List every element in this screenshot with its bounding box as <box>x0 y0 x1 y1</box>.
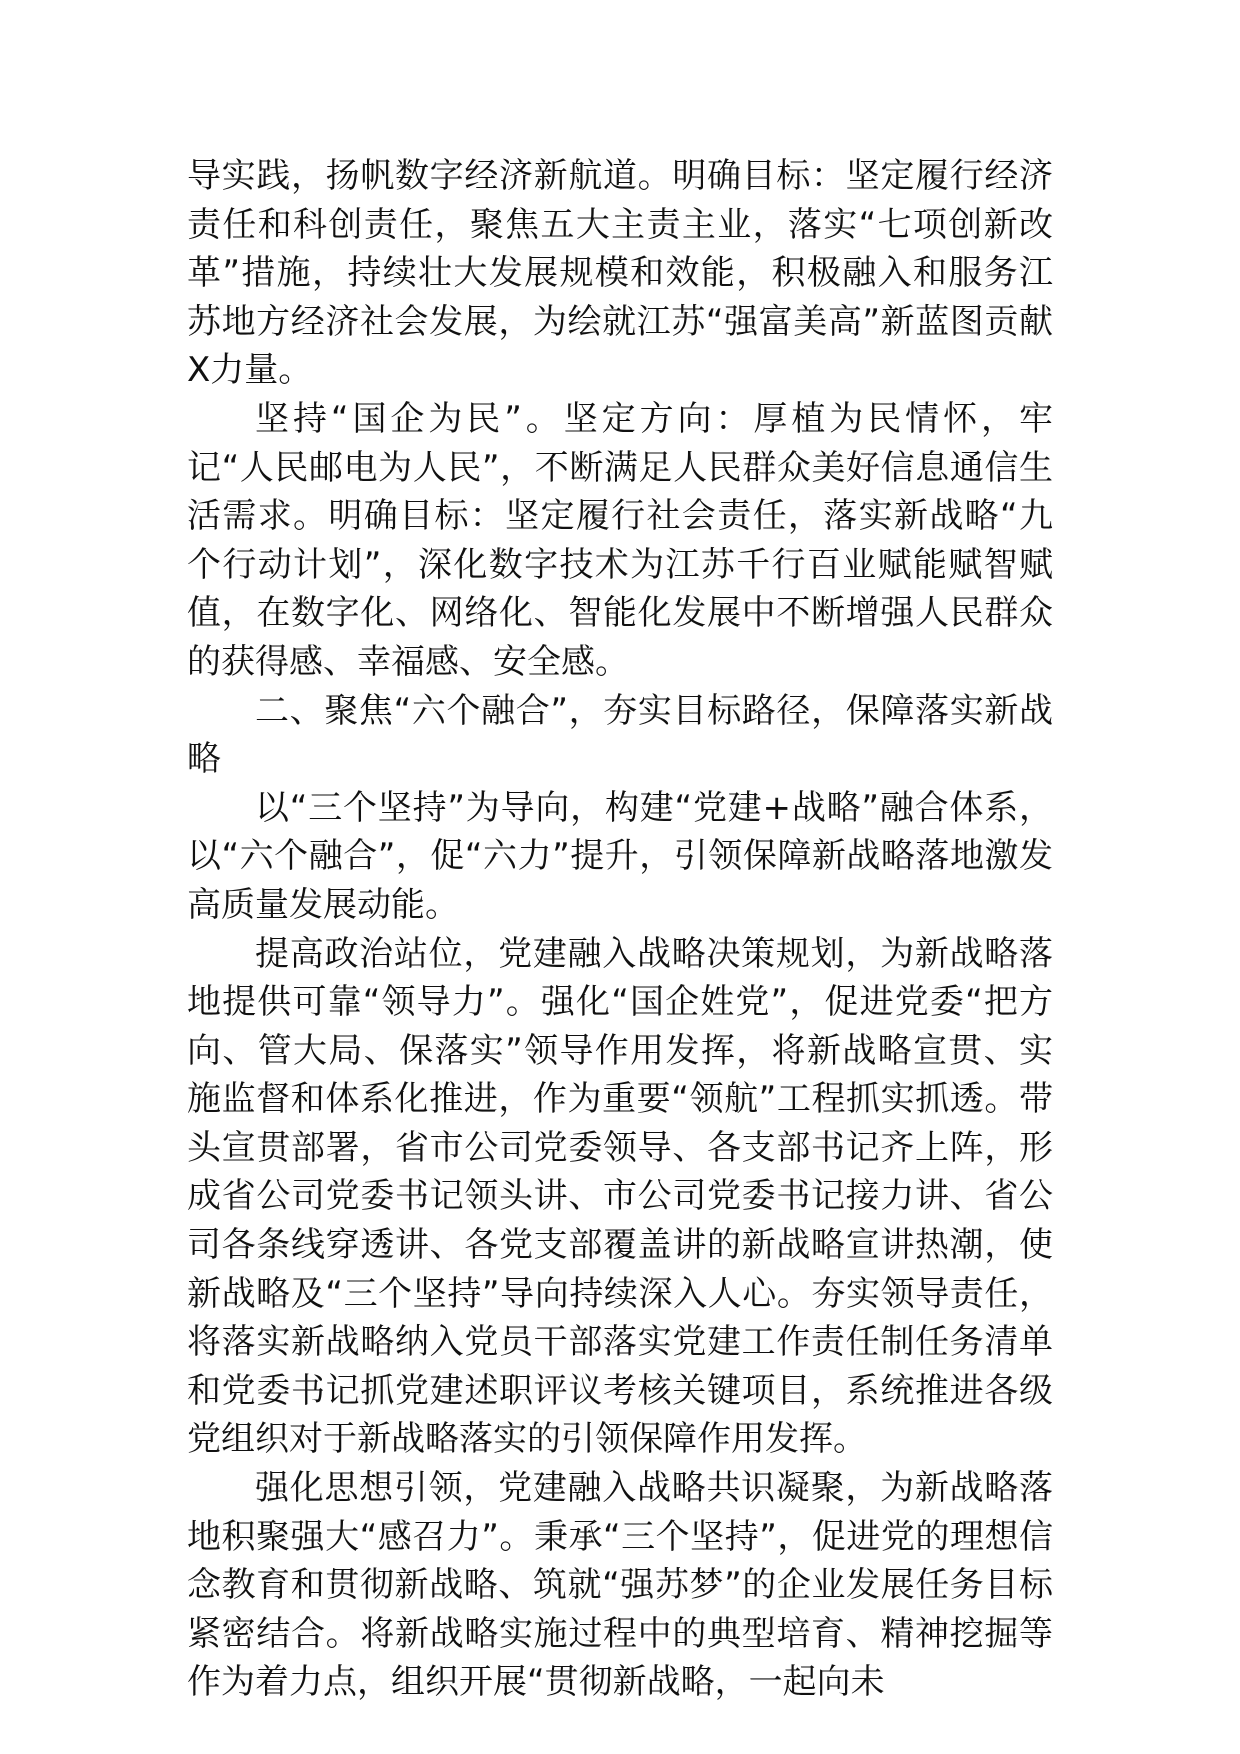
section-heading: 二、聚焦“六个融合”，夯实目标路径，保障落实新战略 <box>187 690 1053 780</box>
paragraph-4: 提高政治站位，党建融入战略决策规划，为新战略落地提供可靠“领导力”。强化“国企姓党”，促进党委“把方向、管大局、保落实”领导作用发挥，将新战略宣贯、实施监督和体系化推进，作为重要“领航”工程抓实抓透。带头宣贯部署，省市公司党委领导、各支部书记齐上阵，形成省公司党委书记领头讲、市公司党委书记接力讲、省公司各条线穿透讲、各党支部覆盖讲的新战略宣讲热潮，使新战略及“三个坚持”导向持续深入人心。夯实领导责任，将落实新战略纳入党员干部落实党建工作责任制任务清单和党委书记抓党建述职评议考核关键项目，系统推进各级党组织对于新战略落实的引领保障作用发挥。 <box>187 933 1053 1460</box>
paragraph-1: 导实践，扬帆数字经济新航道。明确目标：坚定履行经济责任和科创责任，聚焦五大主责主业，落实“七项创新改革”措施，持续壮大发展规模和效能，积极融入和服务江苏地方经济社会发展，为绘就江苏“强富美高”新蓝图贡献X力量。 <box>187 156 1053 391</box>
paragraph-2: 坚持“国企为民”。坚定方向：厚植为民情怀，牢记“人民邮电为人民”，不断满足人民群众美好信息通信生活需求。明确目标：坚定履行社会责任，落实新战略“九个行动计划”，深化数字技术为江苏千行百业赋能赋智赋值，在数字化、网络化、智能化发展中不断增强人民群众的获得感、幸福感、安全感。 <box>187 398 1053 682</box>
document-body <box>187 152 1053 1707</box>
paragraph-5: 强化思想引领，党建融入战略共识凝聚，为新战略落地积聚强大“感召力”。秉承“三个坚持”，促进党的理想信念教育和贯彻新战略、筑就“强苏梦”的企业发展任务目标紧密结合。将新战略实施过程中的典型培育、精神挖掘等作为着力点，组织开展“贯彻新战略，一起向未 <box>187 1468 1053 1703</box>
paragraph-3: 以“三个坚持”为导向，构建“党建+战略”融合体系，以“六个融合”，促“六力”提升，引领保障新战略落地激发高质量发展动能。 <box>187 787 1053 925</box>
